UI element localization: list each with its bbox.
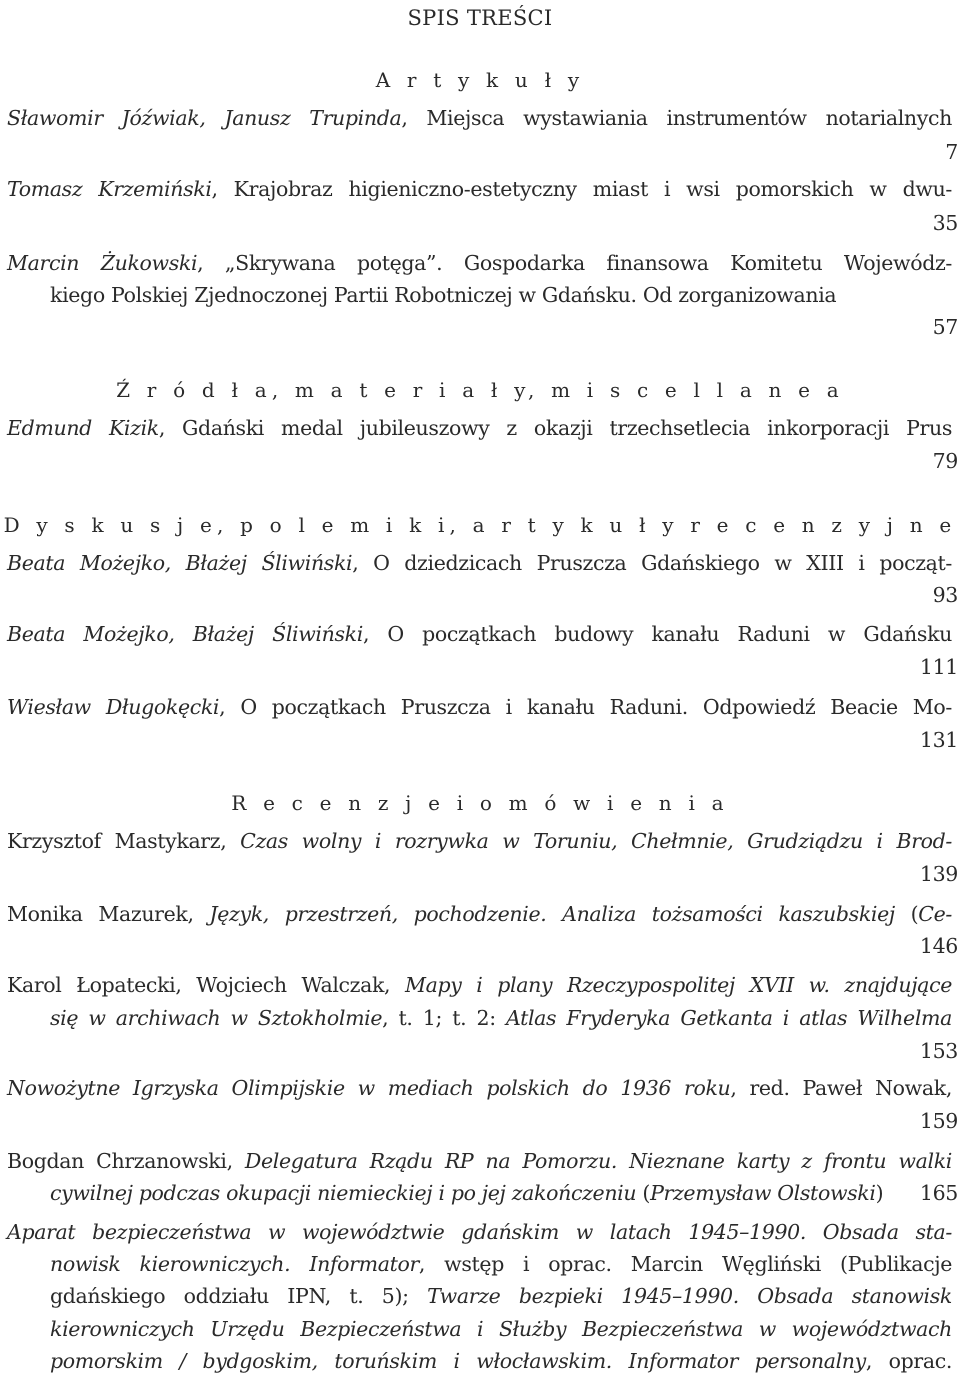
page-number: 7 (945, 140, 958, 164)
page-title: SPIS TREŚCI (407, 6, 553, 30)
entry-title-cont: Twarze bezpieki 1945–1990. Obsada stanowisk (427, 1284, 953, 1308)
entry-title-cont: pomorskim / bydgoskim, toruńskim i włocławskim. Informator personalny (50, 1349, 866, 1373)
entry-title: , Miejsca wystawiania instrumentów notarialnych (401, 106, 952, 130)
entry-title-cont: się w archiwach w Sztokholmie (50, 1006, 383, 1030)
paren-open: ( (636, 1181, 651, 1205)
section-heading-discussions: D y s k u s j e, p o l e m i k i, a r t y k u ł y r e c e n z y j n e (3, 513, 957, 537)
page-number: 35 (932, 211, 958, 235)
reviewer: Przemysław Olstowski (650, 1181, 876, 1205)
page-number: 165 (919, 1181, 958, 1205)
entry-author: Bogdan Chrzanowski, (7, 1149, 245, 1173)
entry-title-cont: cywilnej podczas okupacji niemieckiej i po jej zakończeniu (50, 1181, 637, 1205)
editor-info: , wstęp i oprac. Marcin Węgliński (Publikacje (418, 1252, 953, 1276)
entry-title: , Gdański medal jubileuszowy z okazji trzechsetlecia inkorporacji Prus (158, 416, 952, 440)
entry-author: Karol Łopatecki, Wojciech Walczak, (7, 973, 405, 997)
entry-title: Nowożytne Igrzyska Olimpijskie w mediach polskich do 1936 roku (7, 1076, 731, 1100)
paren-close: ) (875, 1181, 884, 1205)
entry-author: Wiesław Długokęcki (7, 695, 220, 719)
entry-title: , „Skrywana potęga”. Gospodarka finansowa Komitetu Wojewódz- (197, 251, 952, 275)
entry-title-cont: Atlas Fryderyka Getkanta i atlas Wilhelma (505, 1006, 952, 1030)
volume-info: , t. 1; t. 2: (382, 1006, 506, 1030)
page-number: 153 (919, 1039, 958, 1063)
entry-title: Delegatura Rządu RP na Pomorzu. Nieznane karty z frontu walki (244, 1149, 952, 1173)
entry-title-cont: kiego Polskiej Zjednoczonej Partii Robotniczej w Gdańsku. Od zorganizowania (50, 283, 837, 307)
entry-title: , O początkach budowy kanału Raduni w Gdańsku (362, 622, 952, 646)
entry-author: Tomasz Krzemiński (7, 177, 212, 201)
entry-author: Marcin Żukowski (7, 251, 198, 275)
entry-title: , O początkach Pruszcza i kanału Raduni. Odpowiedź Beacie Mo- (219, 695, 952, 719)
page-number: 146 (919, 934, 958, 958)
editors: , red. Paweł Nowak, (730, 1076, 952, 1100)
entry-title: Język, przestrzeń, pochodzenie. Analiza tożsamości kaszubskiej (209, 902, 895, 926)
entry-title-cont: nowisk kierowniczych. Informator (50, 1252, 419, 1276)
entry-author: Monika Mazurek, (7, 902, 210, 926)
page-number: 93 (932, 583, 958, 607)
page-number: 57 (932, 315, 958, 339)
section-heading-articles: A r t y k u ł y (375, 68, 585, 92)
entry-author: Beata Możejko, Błażej Śliwiński (7, 551, 353, 575)
entry-title: , Krajobraz higieniczno-estetyczny miast i wsi pomorskich w dwu- (211, 177, 952, 201)
entry-title: Mapy i plany Rzeczypospolitej XVII w. znajdujące (405, 973, 952, 997)
paren-open: ( (894, 902, 919, 926)
entry-author: Sławomir Jóźwiak, Janusz Trupinda (7, 106, 402, 130)
entry-title: , O dziedzicach Pruszcza Gdańskiego w XIII i począt- (352, 551, 953, 575)
series-info: gdańskiego oddziału IPN, t. 5); (50, 1284, 428, 1308)
entry-title: Czas wolny i rozrywka w Toruniu, Chełmnie, Grudziądzu i Brod- (240, 829, 952, 853)
entry-author: Beata Możejko, Błażej Śliwiński (7, 622, 363, 646)
page-number: 111 (919, 655, 958, 679)
page-number: 139 (919, 862, 958, 886)
entry-author: Edmund Kizik (7, 416, 159, 440)
entry-title-cont: kierowniczych Urzędu Bezpieczeństwa i Służby Bezpieczeństwa w województwach (50, 1317, 952, 1341)
section-heading-sources: Ź r ó d ł a, m a t e r i a ł y, m i s c e l l a n e a (116, 378, 844, 402)
section-heading-reviews: R e c e n z j e i o m ó w i e n i a (231, 791, 729, 815)
page-number: 159 (919, 1109, 958, 1133)
page-number: 79 (932, 449, 958, 473)
entry-author: Krzysztof Mastykarz, (7, 829, 241, 853)
editor-info: , oprac. (865, 1349, 952, 1373)
reviewer: Ce- (918, 902, 952, 926)
page-number: 131 (919, 728, 958, 752)
entry-title: Aparat bezpieczeństwa w województwie gdańskim w latach 1945–1990. Obsada sta- (7, 1220, 952, 1244)
